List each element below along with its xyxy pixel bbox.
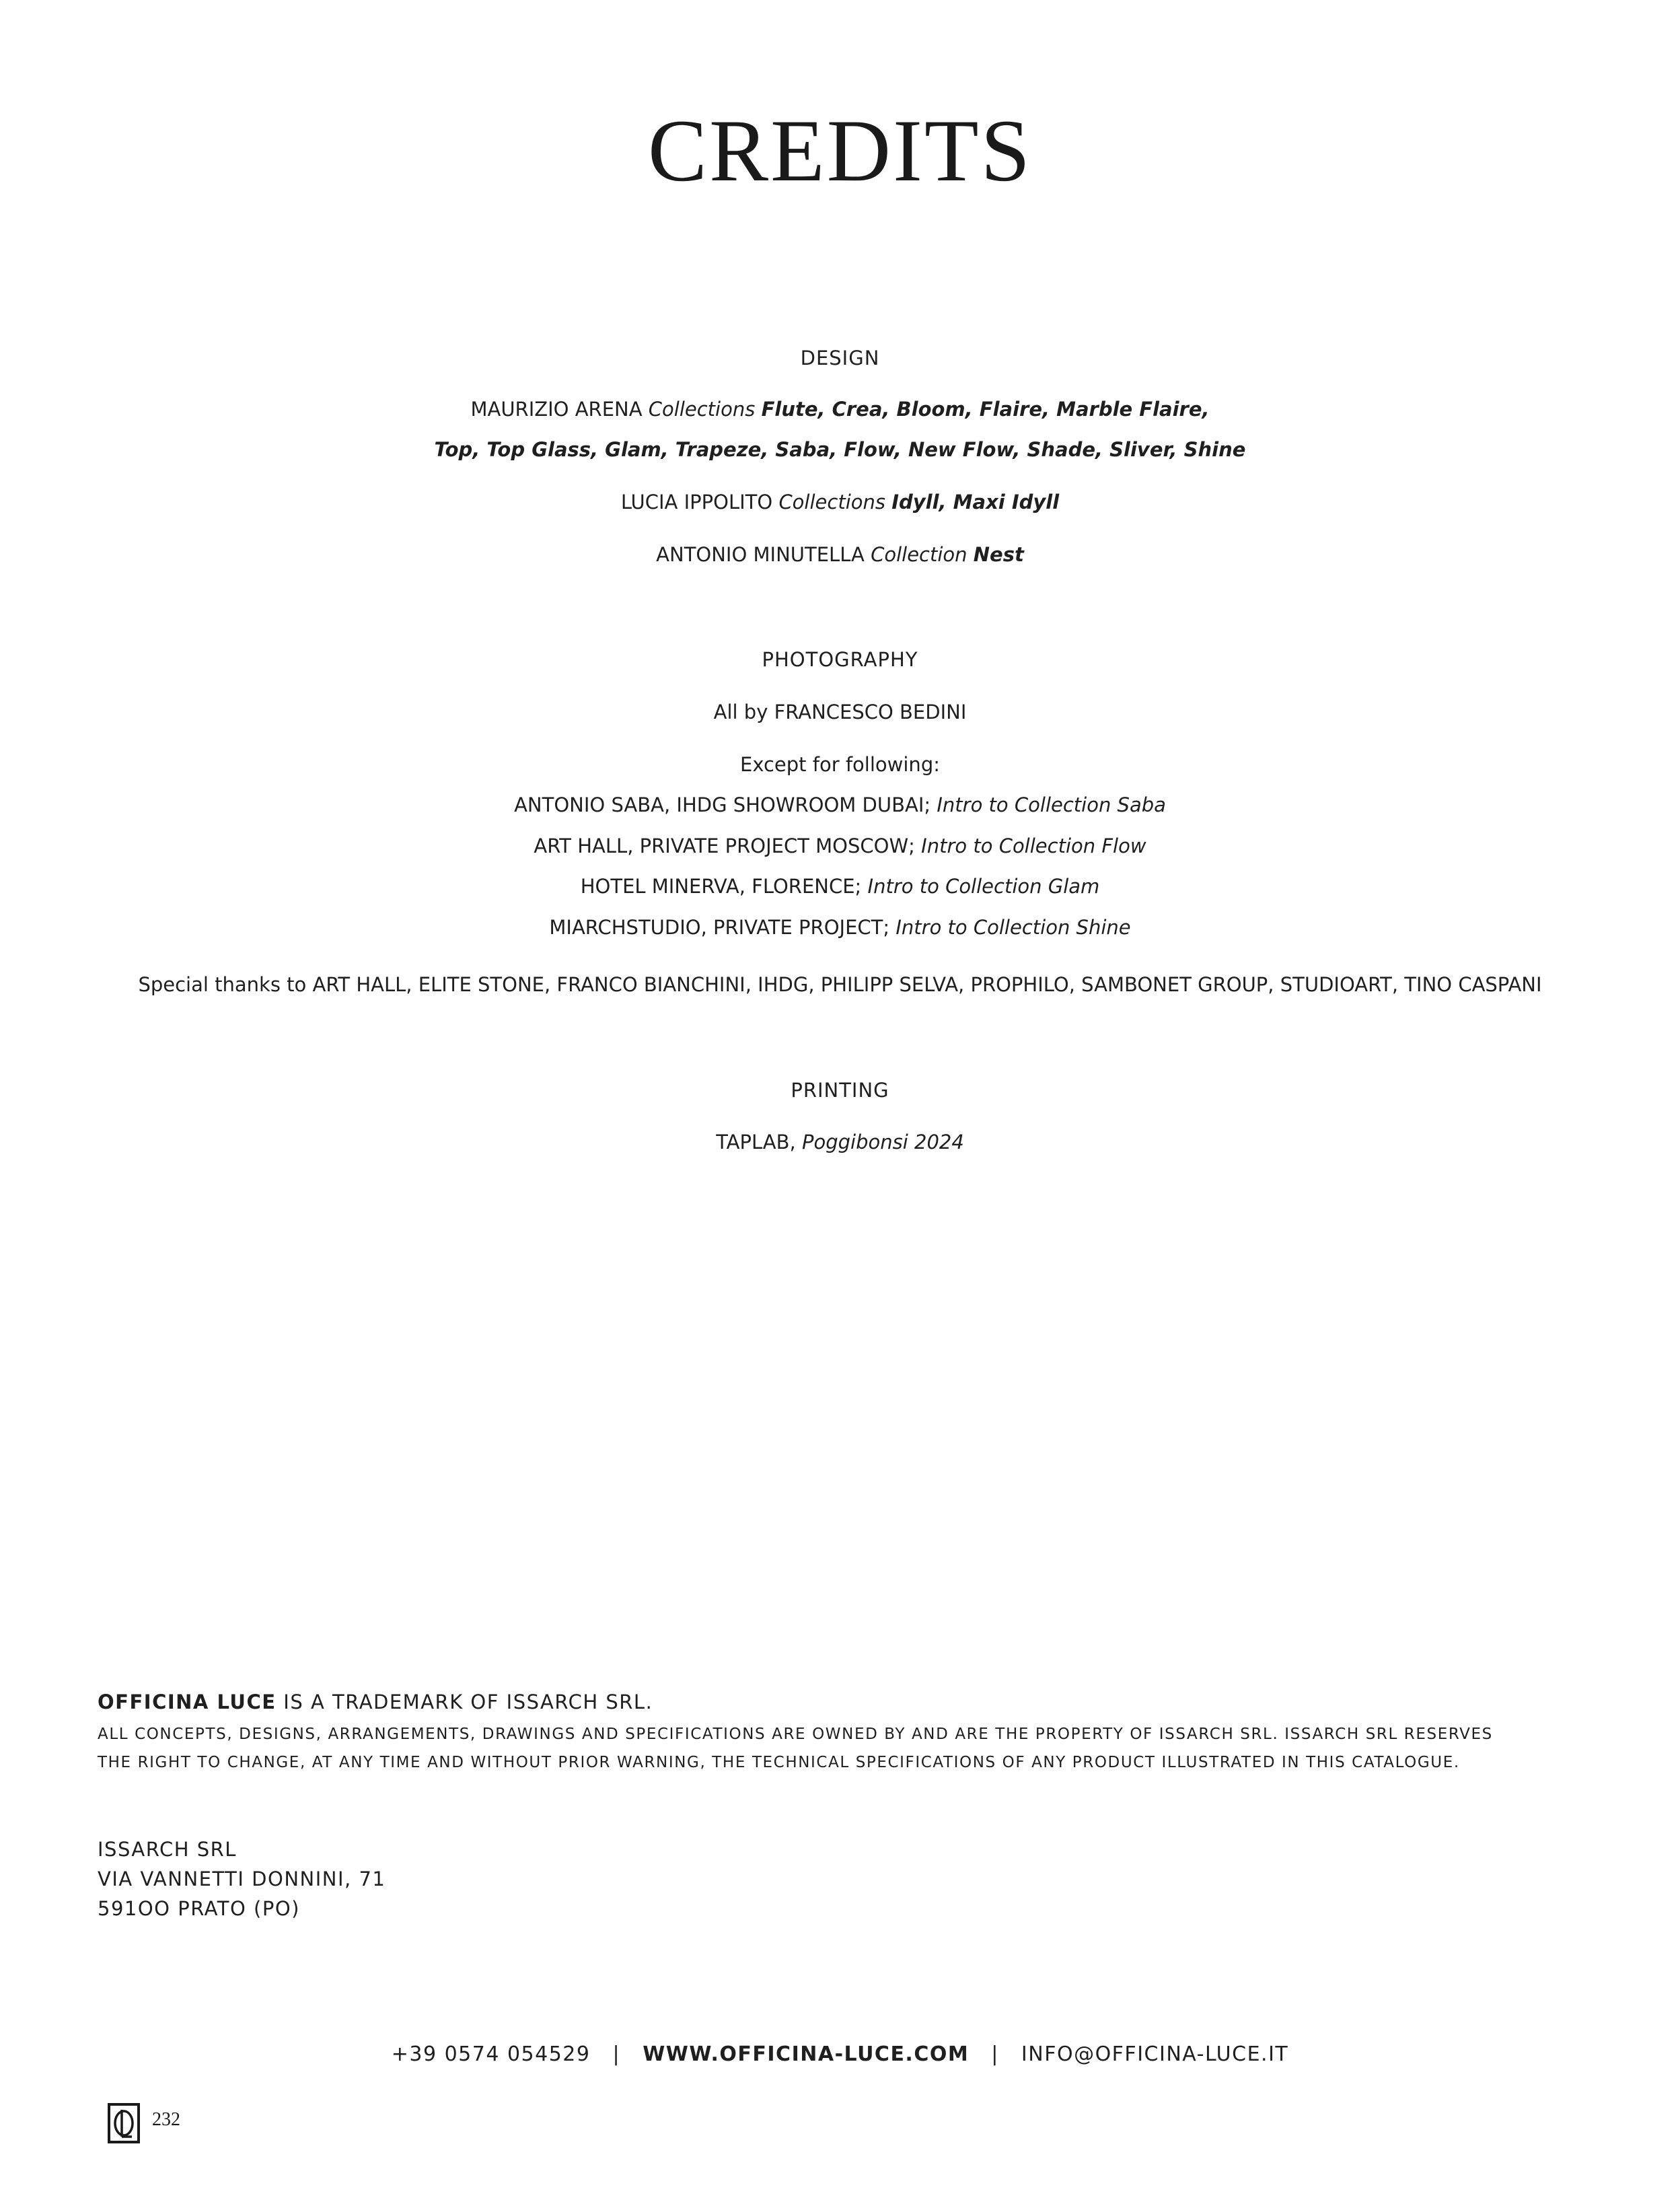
email-link[interactable]: INFO@OFFICINA-LUCE.IT bbox=[1021, 2042, 1289, 2066]
company-name: ISSARCH SRL bbox=[98, 1838, 237, 1861]
brand-name: OFFICINA LUCE bbox=[98, 1691, 277, 1713]
separator: | bbox=[612, 2042, 621, 2066]
collections-list: Flute, Crea, Bloom, Flaire, Marble Flaire, bbox=[761, 398, 1210, 421]
designer-name: ANTONIO MINUTELLA bbox=[656, 543, 865, 566]
legal-line: ALL CONCEPTS, DESIGNS, ARRANGEMENTS, DRAWINGS AND SPECIFICATIONS ARE OWNED BY AND ARE THE PROPERTY OF ISSARCH SRL. ISSARCH SRL RESERVES bbox=[98, 1725, 1493, 1743]
special-thanks: Special thanks to ART HALL, ELITE STONE, FRANCO BIANCHINI, IHDG, PHILIPP SELVA, PROPHILO, SAMBONET GROUP, STUDIOART, TINO CASPANI bbox=[138, 973, 1542, 996]
photography-exception bbox=[0, 873, 1680, 900]
city-address: 591OO PRATO (PO) bbox=[98, 1897, 300, 1920]
page-title: CREDITS bbox=[647, 101, 1033, 200]
separator: | bbox=[991, 2042, 999, 2066]
printing-place: Poggibonsi 2024 bbox=[801, 1131, 964, 1153]
officina-luce-logo-icon bbox=[108, 2103, 140, 2143]
exception-note: Intro to Collection Saba bbox=[937, 793, 1166, 816]
photography-heading: PHOTOGRAPHY bbox=[762, 648, 918, 671]
website-link[interactable]: WWW.OFFICINA-LUCE.COM bbox=[643, 2042, 970, 2066]
collections-label: Collections bbox=[648, 398, 756, 421]
phone-number: +39 0574 054529 bbox=[391, 2042, 591, 2066]
page-number: 232 bbox=[152, 2109, 180, 2130]
legal-notice bbox=[98, 1720, 1493, 1777]
exception-credit: ART HALL, PRIVATE PROJECT MOSCOW; bbox=[534, 834, 915, 857]
designer-name: LUCIA IPPOLITO bbox=[620, 491, 773, 513]
contact-bar bbox=[0, 2041, 1680, 2068]
trademark-notice bbox=[98, 1688, 653, 1715]
photography-except: Except for following: bbox=[740, 753, 940, 776]
designer-name: MAURIZIO ARENA bbox=[470, 398, 643, 421]
printing-credit bbox=[0, 1129, 1680, 1155]
design-heading: DESIGN bbox=[800, 347, 880, 369]
collection-label: Collection bbox=[871, 543, 967, 566]
street-address: VIA VANNETTI DONNINI, 71 bbox=[98, 1867, 386, 1890]
exception-note: Intro to Collection Shine bbox=[896, 916, 1131, 939]
printer-name: TAPLAB, bbox=[716, 1131, 796, 1153]
collections-label: Collections bbox=[778, 491, 885, 513]
exception-note: Intro to Collection Glam bbox=[867, 875, 1100, 898]
design-antonio bbox=[0, 541, 1680, 568]
collections-list: Idyll, Maxi Idyll bbox=[891, 491, 1060, 513]
design-maurizio-line2 bbox=[0, 436, 1680, 463]
exception-credit: ANTONIO SABA, IHDG SHOWROOM DUBAI; bbox=[514, 793, 931, 816]
company-address bbox=[98, 1835, 386, 1923]
trademark-text: IS A TRADEMARK OF ISSARCH SRL. bbox=[283, 1691, 653, 1713]
exception-credit: HOTEL MINERVA, FLORENCE; bbox=[580, 875, 862, 898]
design-maurizio-line1 bbox=[0, 396, 1680, 423]
photography-exception bbox=[0, 914, 1680, 941]
exception-note: Intro to Collection Flow bbox=[921, 834, 1146, 857]
collections-list: Top, Top Glass, Glam, Trapeze, Saba, Flow, New Flow, Shade, Sliver, Shine bbox=[434, 438, 1246, 461]
photography-exception bbox=[0, 832, 1680, 859]
exception-credit: MIARCHSTUDIO, PRIVATE PROJECT; bbox=[549, 916, 890, 939]
photography-all-by: All by FRANCESCO BEDINI bbox=[713, 701, 967, 723]
collections-list: Nest bbox=[973, 543, 1024, 566]
printing-heading: PRINTING bbox=[791, 1079, 889, 1102]
design-lucia bbox=[0, 489, 1680, 515]
legal-line: THE RIGHT TO CHANGE, AT ANY TIME AND WITHOUT PRIOR WARNING, THE TECHNICAL SPECIFICATIONS OF ANY PRODUCT ILLUSTRATED IN THIS CATALOGUE. bbox=[98, 1754, 1460, 1771]
photography-exception bbox=[0, 791, 1680, 818]
